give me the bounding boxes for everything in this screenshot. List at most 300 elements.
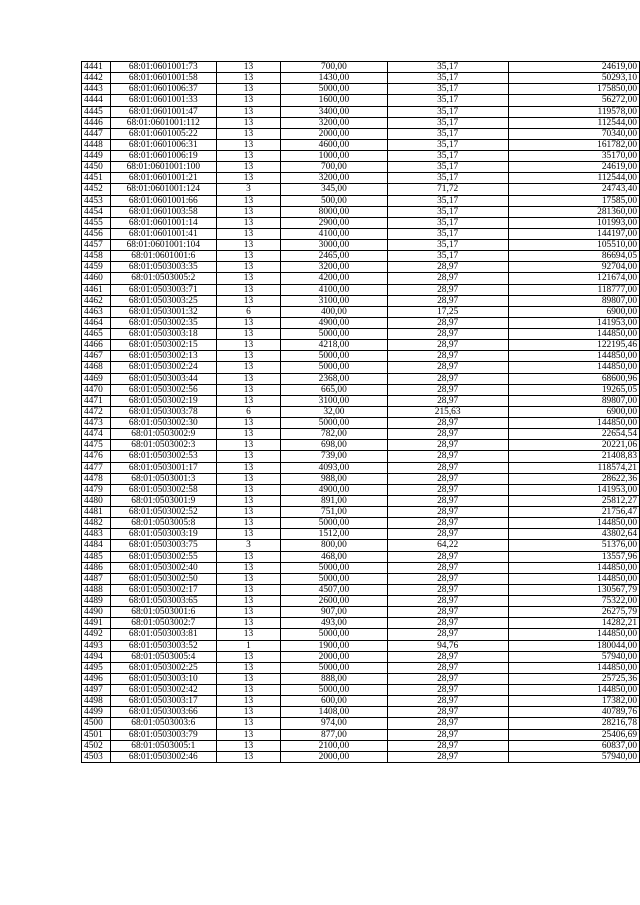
value-cell: 21756,47: [508, 507, 639, 518]
table-row: [82, 329, 640, 340]
area-cell: 2900,00: [281, 217, 387, 228]
area-cell: 5000,00: [281, 84, 387, 95]
area-cell: 8000,00: [281, 206, 387, 217]
row-number-cell: 4489: [82, 596, 111, 607]
table-row: [82, 317, 640, 328]
value-cell: 70340,00: [508, 128, 639, 139]
rate-cell: 28,97: [387, 651, 508, 662]
table-row: [82, 429, 640, 440]
value-cell: 119578,00: [508, 106, 639, 117]
category-code-cell: 13: [216, 462, 281, 473]
row-number-cell: 4455: [82, 217, 111, 228]
rate-cell: 28,97: [387, 451, 508, 462]
value-cell: 144850,00: [508, 573, 639, 584]
category-code-cell: 13: [216, 329, 281, 340]
rate-cell: 28,97: [387, 351, 508, 362]
category-code-cell: 13: [216, 206, 281, 217]
rate-cell: 28,97: [387, 262, 508, 273]
row-number-cell: 4500: [82, 718, 111, 729]
rate-cell: 35,17: [387, 62, 508, 73]
area-cell: 500,00: [281, 195, 387, 206]
area-cell: 800,00: [281, 540, 387, 551]
row-number-cell: 4502: [82, 740, 111, 751]
table-row: [82, 507, 640, 518]
area-cell: 4507,00: [281, 584, 387, 595]
rate-cell: 35,17: [387, 217, 508, 228]
row-number-cell: 4446: [82, 117, 111, 128]
table-row: [82, 206, 640, 217]
rate-cell: 28,97: [387, 618, 508, 629]
area-cell: 988,00: [281, 473, 387, 484]
area-cell: 2368,00: [281, 373, 387, 384]
category-code-cell: 13: [216, 418, 281, 429]
row-number-cell: 4473: [82, 418, 111, 429]
row-number-cell: 4499: [82, 707, 111, 718]
row-number-cell: 4441: [82, 62, 111, 73]
value-cell: 118574,21: [508, 462, 639, 473]
table-row: [82, 84, 640, 95]
area-cell: 1512,00: [281, 529, 387, 540]
rate-cell: 35,17: [387, 228, 508, 239]
category-code-cell: 13: [216, 662, 281, 673]
rate-cell: 35,17: [387, 195, 508, 206]
rate-cell: 35,17: [387, 162, 508, 173]
value-cell: 144850,00: [508, 418, 639, 429]
row-number-cell: 4492: [82, 629, 111, 640]
row-number-cell: 4496: [82, 673, 111, 684]
row-number-cell: 4493: [82, 640, 111, 651]
rate-cell: 28,97: [387, 740, 508, 751]
row-number-cell: 4479: [82, 484, 111, 495]
table-row: [82, 106, 640, 117]
rate-cell: 28,97: [387, 384, 508, 395]
area-cell: 2000,00: [281, 128, 387, 139]
rate-cell: 35,17: [387, 139, 508, 150]
area-cell: 2465,00: [281, 251, 387, 262]
cadastral-number-cell: 68:01:0601001:33: [110, 95, 216, 106]
area-cell: 600,00: [281, 696, 387, 707]
table-row: [82, 562, 640, 573]
cadastral-number-cell: 68:01:0601001:21: [110, 173, 216, 184]
row-number-cell: 4459: [82, 262, 111, 273]
area-cell: 3200,00: [281, 117, 387, 128]
cadastral-number-cell: 68:01:0503002:50: [110, 573, 216, 584]
area-cell: 5000,00: [281, 362, 387, 373]
rate-cell: 35,17: [387, 95, 508, 106]
rate-cell: 28,97: [387, 718, 508, 729]
row-number-cell: 4460: [82, 273, 111, 284]
rate-cell: 35,17: [387, 240, 508, 251]
cadastral-number-cell: 68:01:0601001:124: [110, 184, 216, 195]
rate-cell: 35,17: [387, 173, 508, 184]
cadastral-number-cell: 68:01:0503003:18: [110, 329, 216, 340]
cadastral-number-cell: 68:01:0503001:9: [110, 495, 216, 506]
rate-cell: 64,22: [387, 540, 508, 551]
table-row: [82, 462, 640, 473]
value-cell: 101993,00: [508, 217, 639, 228]
row-number-cell: 4451: [82, 173, 111, 184]
value-cell: 68600,96: [508, 373, 639, 384]
area-cell: 5000,00: [281, 685, 387, 696]
cadastral-number-cell: 68:01:0601001:41: [110, 228, 216, 239]
cadastral-number-cell: 68:01:0503001:32: [110, 306, 216, 317]
cadastral-number-cell: 68:01:0503002:53: [110, 451, 216, 462]
area-cell: 468,00: [281, 551, 387, 562]
cadastral-number-cell: 68:01:0503001:3: [110, 473, 216, 484]
table-row: [82, 151, 640, 162]
row-number-cell: 4458: [82, 251, 111, 262]
category-code-cell: 13: [216, 729, 281, 740]
area-cell: 974,00: [281, 718, 387, 729]
value-cell: 57940,00: [508, 651, 639, 662]
value-cell: 141953,00: [508, 317, 639, 328]
row-number-cell: 4484: [82, 540, 111, 551]
value-cell: 22654,54: [508, 429, 639, 440]
cadastral-number-cell: 68:01:0601006:19: [110, 151, 216, 162]
category-code-cell: 13: [216, 607, 281, 618]
area-cell: 5000,00: [281, 662, 387, 673]
row-number-cell: 4453: [82, 195, 111, 206]
row-number-cell: 4490: [82, 607, 111, 618]
category-code-cell: 13: [216, 673, 281, 684]
area-cell: 3100,00: [281, 395, 387, 406]
value-cell: 20221,06: [508, 440, 639, 451]
value-cell: 24743,40: [508, 184, 639, 195]
row-number-cell: 4495: [82, 662, 111, 673]
table-row: [82, 395, 640, 406]
rate-cell: 28,97: [387, 362, 508, 373]
cadastral-number-cell: 68:01:0503003:52: [110, 640, 216, 651]
rate-cell: 28,97: [387, 607, 508, 618]
row-number-cell: 4452: [82, 184, 111, 195]
category-code-cell: 13: [216, 62, 281, 73]
value-cell: 35170,00: [508, 151, 639, 162]
area-cell: 5000,00: [281, 329, 387, 340]
cadastral-number-cell: 68:01:0601006:31: [110, 139, 216, 150]
cadastral-number-cell: 68:01:0601001:14: [110, 217, 216, 228]
value-cell: 112544,00: [508, 173, 639, 184]
row-number-cell: 4449: [82, 151, 111, 162]
row-number-cell: 4444: [82, 95, 111, 106]
rate-cell: 28,97: [387, 395, 508, 406]
row-number-cell: 4457: [82, 240, 111, 251]
value-cell: 24619,00: [508, 162, 639, 173]
value-cell: 118777,00: [508, 284, 639, 295]
table-row: [82, 73, 640, 84]
table-row: [82, 540, 640, 551]
cadastral-number-cell: 68:01:0503003:10: [110, 673, 216, 684]
row-number-cell: 4468: [82, 362, 111, 373]
value-cell: 86694,05: [508, 251, 639, 262]
value-cell: 17382,00: [508, 696, 639, 707]
rate-cell: 28,97: [387, 495, 508, 506]
category-code-cell: 13: [216, 362, 281, 373]
value-cell: 144850,00: [508, 329, 639, 340]
table-row: [82, 662, 640, 673]
row-number-cell: 4464: [82, 317, 111, 328]
area-cell: 891,00: [281, 495, 387, 506]
cadastral-number-cell: 68:01:0503002:42: [110, 685, 216, 696]
area-cell: 1430,00: [281, 73, 387, 84]
area-cell: 2600,00: [281, 596, 387, 607]
value-cell: 57940,00: [508, 751, 639, 762]
table-row: [82, 451, 640, 462]
cadastral-number-cell: 68:01:0601001:58: [110, 73, 216, 84]
cadastral-number-cell: 68:01:0503003:65: [110, 596, 216, 607]
cadastral-number-cell: 68:01:0503002:24: [110, 362, 216, 373]
value-cell: 56272,00: [508, 95, 639, 106]
area-cell: 493,00: [281, 618, 387, 629]
row-number-cell: 4482: [82, 518, 111, 529]
table-row: [82, 262, 640, 273]
table-row: [82, 640, 640, 651]
table-row: [82, 618, 640, 629]
rate-cell: 28,97: [387, 573, 508, 584]
category-code-cell: 13: [216, 451, 281, 462]
area-cell: 5000,00: [281, 629, 387, 640]
category-code-cell: 13: [216, 173, 281, 184]
row-number-cell: 4503: [82, 751, 111, 762]
category-code-cell: 13: [216, 284, 281, 295]
row-number-cell: 4461: [82, 284, 111, 295]
table-row: [82, 573, 640, 584]
table-row: [82, 240, 640, 251]
value-cell: 17585,00: [508, 195, 639, 206]
cadastral-number-cell: 68:01:0503001:6: [110, 607, 216, 618]
value-cell: 122195,46: [508, 340, 639, 351]
area-cell: 1900,00: [281, 640, 387, 651]
value-cell: 144850,00: [508, 662, 639, 673]
rate-cell: 17,25: [387, 306, 508, 317]
value-cell: 144850,00: [508, 629, 639, 640]
rate-cell: 28,97: [387, 507, 508, 518]
table-row: [82, 284, 640, 295]
category-code-cell: 3: [216, 540, 281, 551]
table-row: [82, 685, 640, 696]
category-code-cell: 13: [216, 551, 281, 562]
table-row: [82, 751, 640, 762]
row-number-cell: 4474: [82, 429, 111, 440]
table-body: [82, 62, 640, 763]
area-cell: 700,00: [281, 162, 387, 173]
row-number-cell: 4443: [82, 84, 111, 95]
category-code-cell: 13: [216, 629, 281, 640]
category-code-cell: 13: [216, 240, 281, 251]
category-code-cell: 13: [216, 262, 281, 273]
table-row: [82, 184, 640, 195]
area-cell: 665,00: [281, 384, 387, 395]
value-cell: 60837,00: [508, 740, 639, 751]
area-cell: 4093,00: [281, 462, 387, 473]
row-number-cell: 4477: [82, 462, 111, 473]
area-cell: 4900,00: [281, 317, 387, 328]
row-number-cell: 4448: [82, 139, 111, 150]
rate-cell: 28,97: [387, 418, 508, 429]
category-code-cell: 3: [216, 184, 281, 195]
category-code-cell: 13: [216, 596, 281, 607]
cadastral-number-cell: 68:01:0601001:100: [110, 162, 216, 173]
category-code-cell: 13: [216, 484, 281, 495]
area-cell: 4600,00: [281, 139, 387, 150]
category-code-cell: 13: [216, 618, 281, 629]
table-row: [82, 295, 640, 306]
rate-cell: 28,97: [387, 673, 508, 684]
area-cell: 782,00: [281, 429, 387, 440]
category-code-cell: 13: [216, 128, 281, 139]
cadastral-number-cell: 68:01:0503002:15: [110, 340, 216, 351]
table-row: [82, 529, 640, 540]
category-code-cell: 13: [216, 584, 281, 595]
rate-cell: 28,97: [387, 473, 508, 484]
value-cell: 144850,00: [508, 351, 639, 362]
rate-cell: 28,97: [387, 518, 508, 529]
cadastral-number-cell: 68:01:0503002:55: [110, 551, 216, 562]
category-code-cell: 13: [216, 429, 281, 440]
table-row: [82, 596, 640, 607]
rate-cell: 94,76: [387, 640, 508, 651]
area-cell: 2000,00: [281, 751, 387, 762]
value-cell: 281360,00: [508, 206, 639, 217]
rate-cell: 28,97: [387, 662, 508, 673]
table-row: [82, 139, 640, 150]
rate-cell: 35,17: [387, 251, 508, 262]
rate-cell: 35,17: [387, 128, 508, 139]
row-number-cell: 4488: [82, 584, 111, 595]
category-code-cell: 13: [216, 139, 281, 150]
row-number-cell: 4494: [82, 651, 111, 662]
cadastral-number-cell: 68:01:0503002:25: [110, 662, 216, 673]
row-number-cell: 4476: [82, 451, 111, 462]
cadastral-number-cell: 68:01:0503005:2: [110, 273, 216, 284]
value-cell: 130567,79: [508, 584, 639, 595]
rate-cell: 215,63: [387, 406, 508, 417]
value-cell: 105510,00: [508, 240, 639, 251]
value-cell: 144850,00: [508, 362, 639, 373]
category-code-cell: 13: [216, 251, 281, 262]
value-cell: 6900,00: [508, 306, 639, 317]
rate-cell: 28,97: [387, 373, 508, 384]
category-code-cell: 13: [216, 95, 281, 106]
row-number-cell: 4454: [82, 206, 111, 217]
row-number-cell: 4445: [82, 106, 111, 117]
value-cell: 51376,00: [508, 540, 639, 551]
value-cell: 50293,10: [508, 73, 639, 84]
rate-cell: 28,97: [387, 529, 508, 540]
table-row: [82, 62, 640, 73]
rate-cell: 28,97: [387, 317, 508, 328]
value-cell: 28216,78: [508, 718, 639, 729]
cadastral-number-cell: 68:01:0503002:9: [110, 429, 216, 440]
rate-cell: 28,97: [387, 329, 508, 340]
cadastral-number-cell: 68:01:0503002:52: [110, 507, 216, 518]
cadastral-number-cell: 68:01:0601001:73: [110, 62, 216, 73]
area-cell: 5000,00: [281, 351, 387, 362]
table-row: [82, 495, 640, 506]
table-row: [82, 95, 640, 106]
row-number-cell: 4467: [82, 351, 111, 362]
category-code-cell: 13: [216, 151, 281, 162]
area-cell: 751,00: [281, 507, 387, 518]
row-number-cell: 4465: [82, 329, 111, 340]
category-code-cell: 13: [216, 518, 281, 529]
rate-cell: 28,97: [387, 429, 508, 440]
table-row: [82, 228, 640, 239]
value-cell: 89807,00: [508, 295, 639, 306]
table-row: [82, 718, 640, 729]
area-cell: 700,00: [281, 62, 387, 73]
cadastral-number-cell: 68:01:0601001:47: [110, 106, 216, 117]
row-number-cell: 4470: [82, 384, 111, 395]
cadastral-number-cell: 68:01:0503003:78: [110, 406, 216, 417]
category-code-cell: 13: [216, 718, 281, 729]
area-cell: 3000,00: [281, 240, 387, 251]
cadastral-number-cell: 68:01:0503002:19: [110, 395, 216, 406]
area-cell: 739,00: [281, 451, 387, 462]
area-cell: 888,00: [281, 673, 387, 684]
table-row: [82, 162, 640, 173]
rate-cell: 35,17: [387, 151, 508, 162]
cadastral-number-cell: 68:01:0503003:25: [110, 295, 216, 306]
category-code-cell: 13: [216, 162, 281, 173]
rate-cell: 28,97: [387, 596, 508, 607]
area-cell: 3400,00: [281, 106, 387, 117]
table-row: [82, 740, 640, 751]
category-code-cell: 13: [216, 696, 281, 707]
cadastral-number-cell: 68:01:0503002:17: [110, 584, 216, 595]
rate-cell: 28,97: [387, 484, 508, 495]
category-code-cell: 13: [216, 529, 281, 540]
row-number-cell: 4447: [82, 128, 111, 139]
category-code-cell: 13: [216, 217, 281, 228]
cadastral-number-cell: 68:01:0503003:75: [110, 540, 216, 551]
area-cell: 5000,00: [281, 518, 387, 529]
cadastral-number-cell: 68:01:0503001:17: [110, 462, 216, 473]
rate-cell: 28,97: [387, 462, 508, 473]
row-number-cell: 4466: [82, 340, 111, 351]
cadastral-number-cell: 68:01:0503002:58: [110, 484, 216, 495]
category-code-cell: 13: [216, 740, 281, 751]
table-row: [82, 651, 640, 662]
value-cell: 28622,36: [508, 473, 639, 484]
category-code-cell: 13: [216, 273, 281, 284]
table-row: [82, 251, 640, 262]
value-cell: 121674,00: [508, 273, 639, 284]
row-number-cell: 4491: [82, 618, 111, 629]
area-cell: 1000,00: [281, 151, 387, 162]
category-code-cell: 13: [216, 495, 281, 506]
table-row: [82, 673, 640, 684]
rate-cell: 28,97: [387, 340, 508, 351]
area-cell: 5000,00: [281, 573, 387, 584]
rate-cell: 28,97: [387, 751, 508, 762]
rate-cell: 35,17: [387, 206, 508, 217]
value-cell: 43802,64: [508, 529, 639, 540]
table-row: [82, 729, 640, 740]
area-cell: 3100,00: [281, 295, 387, 306]
table-row: [82, 117, 640, 128]
table-row: [82, 551, 640, 562]
rate-cell: 28,97: [387, 284, 508, 295]
area-cell: 1408,00: [281, 707, 387, 718]
row-number-cell: 4478: [82, 473, 111, 484]
table-row: [82, 384, 640, 395]
area-cell: 4900,00: [281, 484, 387, 495]
area-cell: 32,00: [281, 406, 387, 417]
area-cell: 698,00: [281, 440, 387, 451]
value-cell: 144197,00: [508, 228, 639, 239]
table-row: [82, 473, 640, 484]
area-cell: 1600,00: [281, 95, 387, 106]
